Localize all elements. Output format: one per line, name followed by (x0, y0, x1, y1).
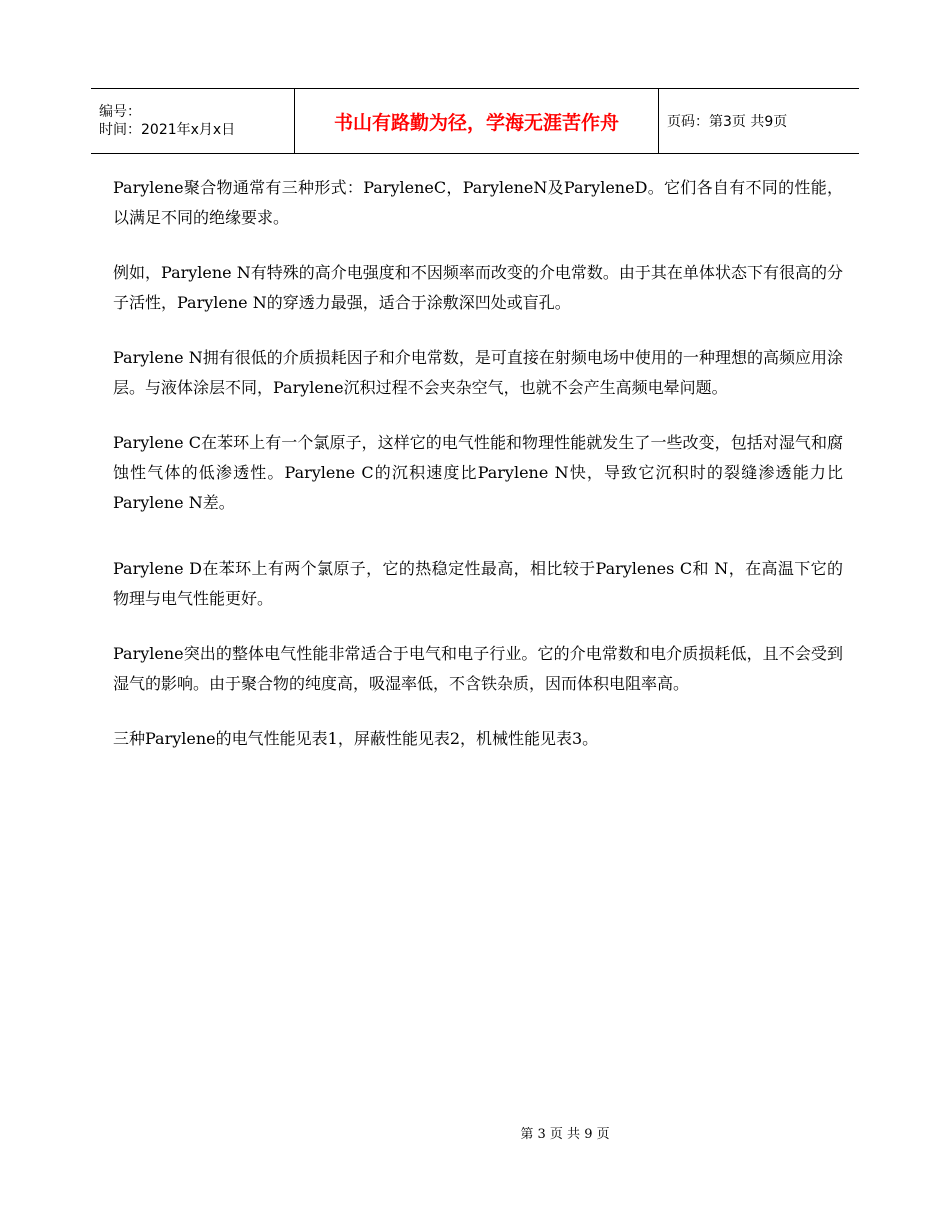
time-label: 时间：2021年x月x日 (99, 122, 236, 138)
paragraph-6: Parylene突出的整体电气性能非常适合于电气和电子行业。它的介电常数和电介质损耗低，且不会受到湿气的影响。由于聚合物的纯度高，吸湿率低，不含铁杂质，因而体积电阻率高。 (113, 644, 843, 693)
paragraph-2: 例如，Parylene N有特殊的高介电强度和不因频率而改变的介电常数。由于其在单体状态下有很高的分子活性，Parylene N的穿透力最强，适合于涂敷深凹处或盲孔。 (113, 263, 843, 312)
serial-number-label: 编号： (99, 104, 141, 120)
paragraph-7: 三种Parylene的电气性能见表1，屏蔽性能见表2，机械性能见表3。 (113, 729, 599, 748)
header-page-number: 页码：第3页 共9页 (659, 89, 860, 154)
paragraph-4: Parylene C在苯环上有一个氯原子，这样它的电气性能和物理性能就发生了一些改变，包括对湿气和腐蚀性气体的低渗透性。Parylene C的沉积速度比Parylene N快，导致它沉积时的裂缝渗透能力比Parylene N差。 (113, 433, 843, 512)
paragraph-1: Parylene聚合物通常有三种形式：ParyleneC，ParyleneN及ParyleneD。它们各自有不同的性能，以满足不同的绝缘要求。 (113, 178, 843, 227)
paragraph-3: Parylene N拥有很低的介质损耗因子和介电常数，是可直接在射频电场中使用的一种理想的高频应用涂层。与液体涂层不同，Parylene沉积过程不会夹杂空气，也就不会产生高频电晕问题。 (113, 348, 843, 397)
header-motto: 书山有路勤为径，学海无涯苦作舟 (295, 89, 659, 154)
page-footer: 第 3 页 共 9 页 (520, 1127, 610, 1142)
paragraph-5: Parylene D在苯环上有两个氯原子，它的热稳定性最高，相比较于Parylenes C和 N，在高温下它的物理与电气性能更好。 (113, 559, 843, 608)
document-body (113, 173, 843, 779)
document-header (91, 88, 859, 154)
header-meta-cell (91, 89, 295, 154)
